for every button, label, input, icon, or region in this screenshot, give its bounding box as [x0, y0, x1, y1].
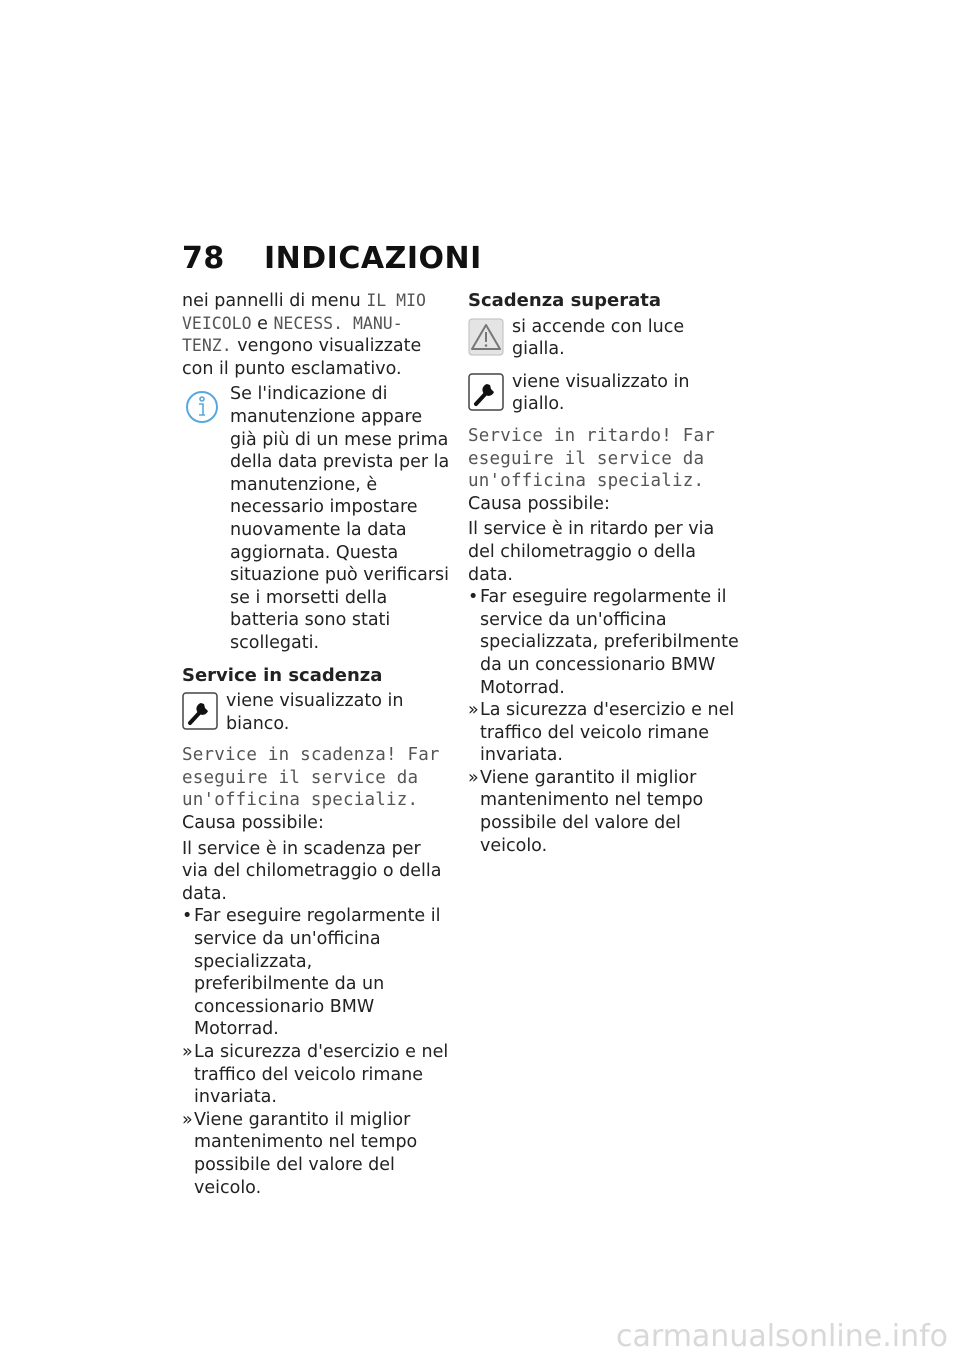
intro-text: nei pannelli di menu [182, 291, 361, 311]
warning-triangle-icon [468, 318, 504, 356]
intro-paragraph [182, 290, 452, 380]
list-item-text: Far eseguire regolarmente il service da un'officina specializzata, preferibilmente da un concessionario BMW Motorrad. [480, 587, 739, 698]
cause-label: Causa possibile: [182, 813, 324, 834]
list-item-text: La sicurezza d'esercizio e nel traffico del veicolo rimane invariata. [480, 700, 735, 766]
list-item [182, 1109, 452, 1199]
chapter-title: INDICAZIONI [264, 241, 482, 276]
info-icon [182, 385, 222, 425]
result-mark: » [182, 1042, 193, 1062]
display-message: Service in ritardo! Far eseguire il service da un'officina specializ. [468, 425, 715, 492]
cause-text: Il service è in ritardo per via del chilometraggio o della data. [468, 519, 715, 585]
action-list [468, 586, 740, 857]
page-number: 78 [182, 241, 225, 276]
right-column [468, 290, 740, 857]
result-mark: » [468, 700, 479, 721]
section-title-service-in-scadenza: Service in scadenza [182, 664, 383, 686]
wrench-indicator-row [468, 371, 740, 416]
menu-name-mio-veicolo: IL MIO VEICOLO [182, 291, 426, 333]
result-mark: » [182, 1109, 193, 1130]
action-list [182, 905, 452, 1199]
wrench-indicator-text: viene visualizzato in giallo. [512, 371, 690, 415]
wrench-indicator-text: viene visualizzato in bianco. [226, 691, 404, 734]
cause-label: Causa possibile: [468, 493, 610, 514]
note-text: Se l'indicazione di manutenzione appare già più di un mese prima della data prevista per la manutenzione, è necessario impostare nuovamente la data aggiornata. Questa situazione può verificarsi se i morsetti della batteria sono stati scollegati. [230, 384, 450, 653]
cause-text: Il service è in scadenza per via del chilometraggio o della data. [182, 838, 442, 904]
intro-text-end: vengono visualizzate con il punto esclamativo. [182, 336, 422, 379]
menu-name-manutenzione: NECESS. MANU-TENZ. [182, 313, 403, 356]
wrench-icon [182, 692, 218, 730]
info-note [182, 383, 452, 654]
list-item [468, 767, 740, 857]
list-item [182, 905, 452, 1041]
warning-indicator-text: si accende con luce gialla. [512, 316, 685, 360]
wrench-icon [468, 373, 504, 411]
intro-conjunction: e [257, 313, 268, 334]
list-item-text: Viene garantito il miglior mantenimento nel tempo possibile del valore del veicolo. [480, 767, 704, 856]
watermark: carmanualsonline.info [616, 1319, 948, 1354]
page-header [182, 241, 482, 276]
left-column [182, 290, 452, 1199]
warning-indicator-row [468, 316, 740, 361]
section-title-scadenza-superata: Scadenza superata [468, 290, 661, 311]
list-item-text: Viene garantito il miglior mantenimento nel tempo possibile del valore del veicolo. [194, 1109, 418, 1198]
list-item-text: Far eseguire regolarmente il service da un'officina specializzata, preferibilmente da un concessionario BMW Motorrad. [194, 906, 441, 1040]
result-mark: » [468, 767, 479, 788]
bullet-mark: • [182, 906, 193, 927]
list-item [468, 699, 740, 767]
bullet-mark: • [468, 587, 479, 608]
list-item [182, 1041, 452, 1109]
list-item [468, 586, 740, 699]
wrench-indicator-row [182, 690, 452, 735]
list-item-text: La sicurezza d'esercizio e nel traffico del veicolo rimane invariata. [194, 1042, 449, 1108]
display-message: Service in scadenza! Far eseguire il service da un'officina specializ. [182, 745, 440, 811]
